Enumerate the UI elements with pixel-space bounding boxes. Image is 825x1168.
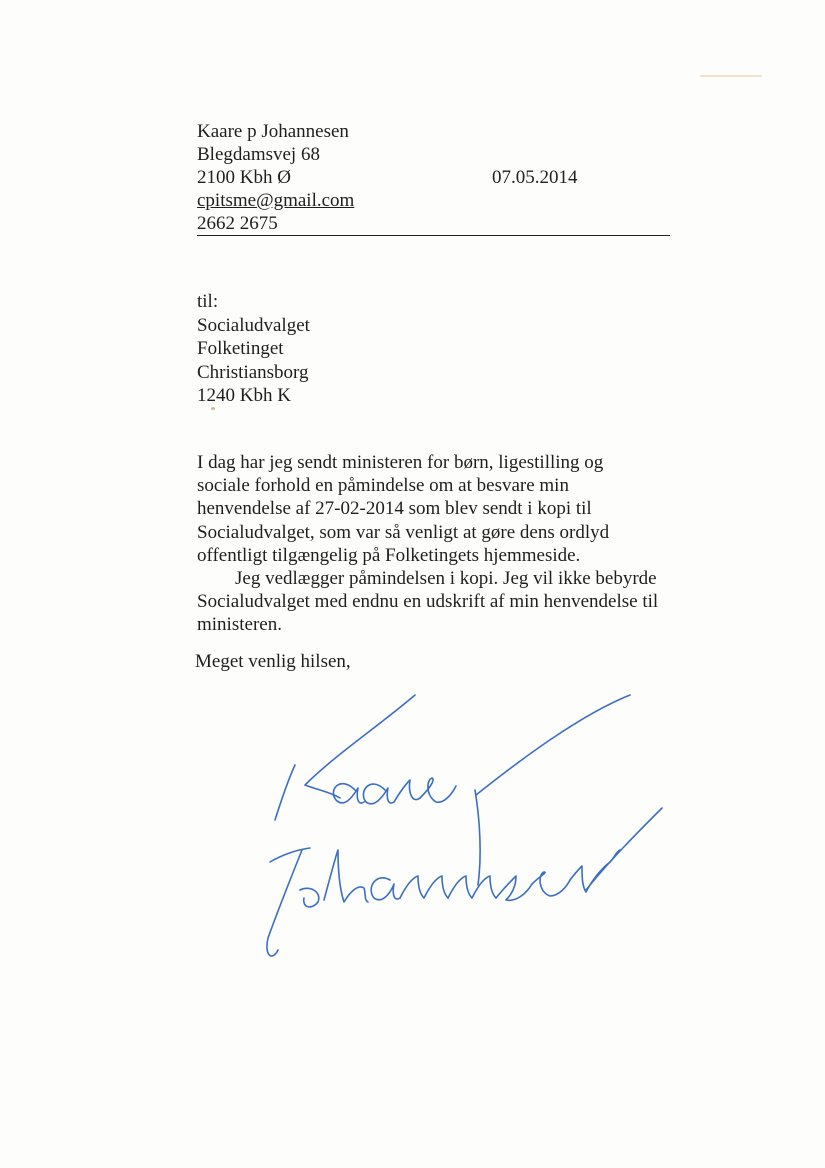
sender-phone: 2662 2675 (197, 213, 278, 234)
body-line: ministeren. (197, 614, 282, 636)
body-line: offentligt tilgængelig på Folketingets hjemmeside. (197, 544, 581, 566)
sender-city: 2100 Kbh Ø (197, 167, 291, 188)
recipient-parliament: Folketinget (197, 338, 284, 359)
handwritten-signature (240, 680, 680, 980)
recipient-city: 1240 Kbh K (197, 385, 291, 406)
closing-salutation: Meget venlig hilsen, (195, 651, 351, 672)
body-line: Jeg vedlægger påmindelsen i kopi. Jeg vil ikke bebyrde (235, 568, 657, 590)
recipient-prefix: til: (197, 291, 219, 312)
body-line: sociale forhold en påmindelse om at besvare min (197, 475, 569, 497)
recipient-building: Christiansborg (197, 361, 309, 383)
body-paragraph-2 (197, 567, 677, 637)
scan-mark (700, 75, 762, 77)
header-divider (197, 235, 670, 236)
sender-street: Blegdamsvej 68 (197, 144, 320, 165)
body-paragraph-1 (197, 451, 677, 567)
letter-body (197, 451, 677, 637)
paper-speck (211, 407, 215, 410)
recipient-committee: Socialudvalget (197, 314, 310, 336)
body-line: henvendelse af 27-02-2014 som blev sendt i kopi til (197, 498, 592, 520)
sender-email-link[interactable]: cpitsme@gmail.com (197, 190, 355, 211)
letter-date: 07.05.2014 (492, 167, 578, 188)
sender-name: Kaare p Johannesen (197, 121, 349, 142)
body-line: Socialudvalget med endnu en udskrift af min henvendelse til (197, 591, 659, 613)
body-line: Socialudvalget, som var så venligt at gøre dens ordlyd (197, 521, 610, 543)
body-line: I dag har jeg sendt ministeren for børn, ligestilling og (197, 452, 604, 473)
recipient-block (197, 290, 310, 408)
sender-block (197, 120, 354, 235)
